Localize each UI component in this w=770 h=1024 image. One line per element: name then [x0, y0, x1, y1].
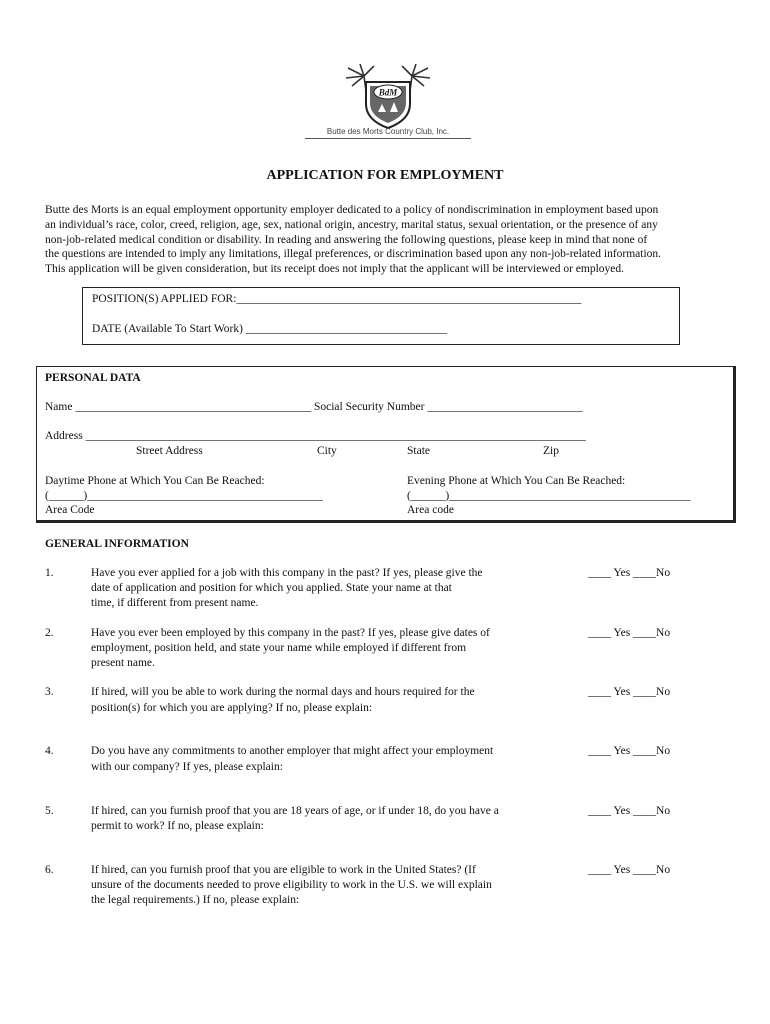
personal-data-heading: PERSONAL DATA	[45, 372, 141, 384]
evening-phone-label: Evening Phone at Which You Can Be Reached:	[407, 475, 626, 487]
street-address-label: Street Address	[136, 445, 203, 457]
question-line: Have you ever applied for a job with this company in the past? If yes, please give the	[91, 567, 483, 579]
intro-line: an individual’s race, color, creed, religion, age, sex, national origin, ancestry, marital status, sexual orientation, or the presence of any	[45, 218, 658, 231]
question-line: the legal requirements.) If no, please explain:	[91, 894, 300, 906]
city-label: City	[317, 445, 337, 457]
question-number: 5.	[45, 805, 54, 817]
daytime-area-code-label: Area Code	[45, 504, 95, 516]
zip-label: Zip	[543, 445, 559, 457]
name-ssn-field[interactable]: Name _________________________________________ Social Security Number ___________________________	[45, 401, 583, 413]
logo-underline	[305, 138, 471, 139]
page-title: APPLICATION FOR EMPLOYMENT	[266, 168, 504, 183]
yes-no-field[interactable]: ____ Yes ____No	[588, 686, 671, 698]
daytime-phone-field[interactable]: (______)_________________________________________	[45, 490, 323, 502]
question-line: date of application and position for which you applied. State your name at that	[91, 582, 452, 594]
start-date-field[interactable]: DATE (Available To Start Work) ___________________________________	[92, 323, 448, 335]
question-line: Have you ever been employed by this company in the past? If yes, please give dates of	[91, 627, 490, 639]
question-line: with our company? If yes, please explain:	[91, 761, 283, 773]
logo-monogram: BdM	[378, 87, 398, 98]
question-number: 3.	[45, 686, 54, 698]
question-line: position(s) for which you are applying? If no, please explain:	[91, 702, 373, 714]
intro-paragraph	[45, 203, 735, 277]
yes-no-field[interactable]: ____ Yes ____No	[588, 627, 671, 639]
position-applied-field[interactable]: POSITION(S) APPLIED FOR:____________________________________________________________	[92, 293, 582, 305]
question-line: present name.	[91, 657, 155, 669]
question-line: employment, position held, and state your name while employed if different from	[91, 642, 467, 654]
yes-no-field[interactable]: ____ Yes ____No	[588, 805, 671, 817]
question-line: time, if different from present name.	[91, 597, 259, 609]
evening-area-code-label: Area code	[407, 504, 454, 516]
evening-phone-field[interactable]: (______)__________________________________________	[407, 490, 691, 502]
state-label: State	[407, 445, 430, 457]
question-number: 6.	[45, 864, 54, 876]
question-line: If hired, will you be able to work during the normal days and hours required for the	[91, 686, 475, 698]
yes-no-field[interactable]: ____ Yes ____No	[588, 567, 671, 579]
question-number: 2.	[45, 627, 54, 639]
question-line: Do you have any commitments to another employer that might affect your employment	[91, 745, 494, 757]
club-crest-icon	[338, 62, 438, 130]
address-field[interactable]: Address _______________________________________________________________________________________	[45, 430, 586, 442]
intro-line: This application will be given consideration, but its receipt does not imply that the applicant will be interviewed or employed.	[45, 263, 625, 276]
intro-line: non-job-related medical condition or disability. In reading and answering the following questions, please keep in mind that none of	[45, 233, 648, 246]
logo-caption: Butte des Morts Country Club, Inc.	[326, 127, 450, 136]
intro-line: the questions are intended to imply any limitations, illegal preferences, or discrimination based upon any non-job-related information.	[45, 248, 662, 261]
question-line: If hired, can you furnish proof that you are 18 years of age, or if under 18, do you have a	[91, 805, 499, 817]
question-line: permit to work? If no, please explain:	[91, 820, 264, 832]
yes-no-field[interactable]: ____ Yes ____No	[588, 864, 671, 876]
question-number: 1.	[45, 567, 54, 579]
question-line: unsure of the documents needed to prove eligibility to work in the U.S. we will explain	[91, 879, 492, 891]
question-line: If hired, can you furnish proof that you are eligible to work in the United States? (If	[91, 864, 476, 876]
yes-no-field[interactable]: ____ Yes ____No	[588, 745, 671, 757]
intro-line: Butte des Morts is an equal employment opportunity employer dedicated to a policy of nondiscrimination in employment based upon	[45, 204, 659, 216]
daytime-phone-label: Daytime Phone at Which You Can Be Reached:	[45, 475, 265, 487]
question-number: 4.	[45, 745, 54, 757]
general-info-heading: GENERAL INFORMATION	[45, 538, 189, 550]
